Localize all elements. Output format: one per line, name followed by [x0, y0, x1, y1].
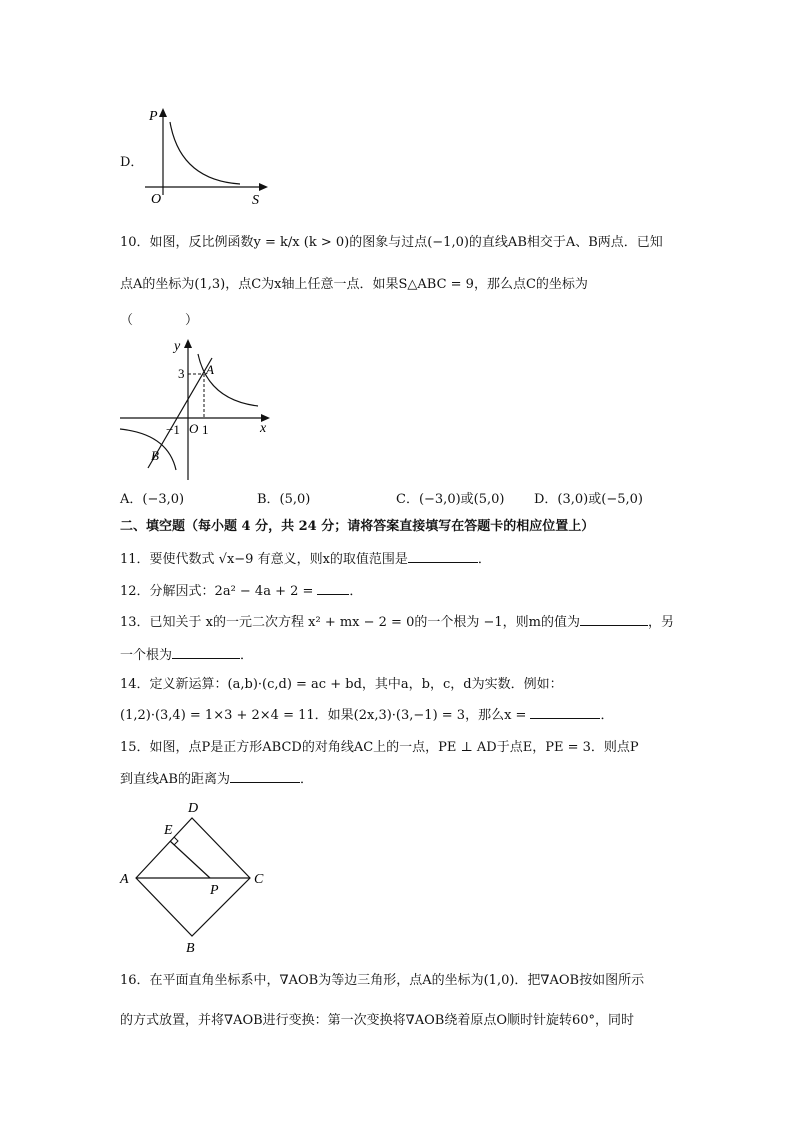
q10-y-arrow-icon: [184, 339, 192, 348]
q12-answer-blank[interactable]: [317, 582, 349, 595]
q10-paren: （ ）: [120, 313, 199, 328]
q15-square: [136, 818, 250, 936]
q10-option-b: B．(5,0): [257, 492, 311, 507]
q15-label-p: P: [210, 883, 219, 898]
q14-line2: [120, 706, 613, 725]
q14-answer-blank[interactable]: [530, 706, 600, 719]
q12-text: 12．分解因式：2a² − 4a + 2 =: [120, 584, 314, 599]
q15-label-b: B: [186, 941, 195, 956]
q15-label-c: C: [254, 872, 264, 887]
q16-line2: 的方式放置，并将∇AOB进行变换：第一次变换将∇AOB绕着原点O顺时针旋转60°，同时: [120, 1013, 635, 1028]
q10-line1: 10．如图，反比例函数y = k/x (k > 0)的图象与过点(−1,0)的直线AB相交于A、B两点．已知: [120, 235, 663, 250]
q13-line2: [120, 646, 253, 665]
q15-segment-pe: [170, 841, 210, 878]
q10-option-a: A．(−3,0): [120, 492, 185, 507]
q15-label-a: A: [120, 872, 129, 887]
q9-y-arrow-icon: [159, 108, 167, 117]
q13-answer-blank-1[interactable]: [580, 613, 648, 626]
q15-line1: 15．如图，点P是正方形ABCD的对角线AC上的一点，PE ⊥ AD于点E，PE = 3．则点P: [120, 740, 639, 755]
q13-text-2: 一个根为: [120, 648, 173, 663]
q11-answer-blank[interactable]: [408, 550, 478, 563]
q9-x-arrow-icon: [259, 183, 268, 191]
q10-option-d: D．(3,0)或(−5,0): [534, 492, 643, 507]
q14-line1: 14．定义新运算：(a,b)·(c,d) = ac + bd，其中a，b，c，d为实数．例如：: [120, 677, 563, 692]
q15-text: 到直线AB的距离为: [120, 772, 230, 787]
q14-text: (1,2)·(3,4) = 1×3 + 2×4 = 11．如果(2x,3)·(3,−1) = 3，那么x =: [120, 708, 527, 723]
q10-point-a: A: [206, 362, 214, 377]
q11-text: 11．要使代数式 √x−9 有意义，则x的取值范围是: [120, 552, 408, 567]
q10-point-b: B: [151, 448, 159, 463]
q15-line2: [120, 770, 313, 789]
q12: [120, 582, 362, 601]
q15-answer-blank[interactable]: [230, 770, 300, 783]
q15-square-figure: [116, 798, 276, 956]
q12-end: ．: [349, 584, 363, 599]
q11-end: ．: [477, 552, 491, 567]
q13-text: 13．已知关于 x的一元二次方程 x² + mx − 2 = 0的一个根为 −1，则m的值为: [120, 615, 580, 630]
q11: [120, 550, 491, 569]
q16-line1: 16．在平面直角坐标系中，∇AOB为等边三角形，点A的坐标为(1,0)．把∇AOB按如图所示: [120, 973, 645, 988]
q9-graph: [140, 100, 280, 210]
q9-y-axis-label: P: [149, 109, 158, 124]
q10-tick-1: 1: [202, 422, 209, 437]
q13-line1: [120, 613, 674, 632]
q9-origin-label: O: [151, 192, 162, 207]
q10-origin: O: [189, 421, 199, 436]
q10-tick-3: 3: [178, 366, 185, 381]
q10-y-label: y: [174, 339, 181, 354]
q13-text-after: ，另: [647, 615, 674, 630]
q10-tick-neg1: −1: [166, 422, 180, 437]
q10-line2: 点A的坐标为(1,3)，点C为x轴上任意一点．如果S△ABC = 9，那么点C的坐标为: [120, 277, 588, 292]
q15-label-e: E: [164, 823, 173, 838]
q14-end: ．: [600, 708, 614, 723]
q9-option-d-label: D．: [120, 155, 144, 170]
q13-answer-blank-2[interactable]: [172, 646, 240, 659]
q10-graph: [118, 336, 278, 484]
q15-end: ．: [299, 772, 313, 787]
q13-end: ．: [240, 648, 254, 663]
q9-curve: [170, 122, 240, 184]
q15-right-angle-mark: [174, 837, 178, 845]
q15-label-d: D: [188, 801, 199, 816]
section-2-heading: 二、填空题（每小题 4 分，共 24 分；请将答案直接填写在答题卡的相应位置上）: [120, 519, 595, 534]
q10-option-c: C．(−3,0)或(5,0): [396, 492, 505, 507]
q9-x-axis-label: S: [252, 193, 259, 208]
q10-x-label: x: [260, 421, 267, 436]
